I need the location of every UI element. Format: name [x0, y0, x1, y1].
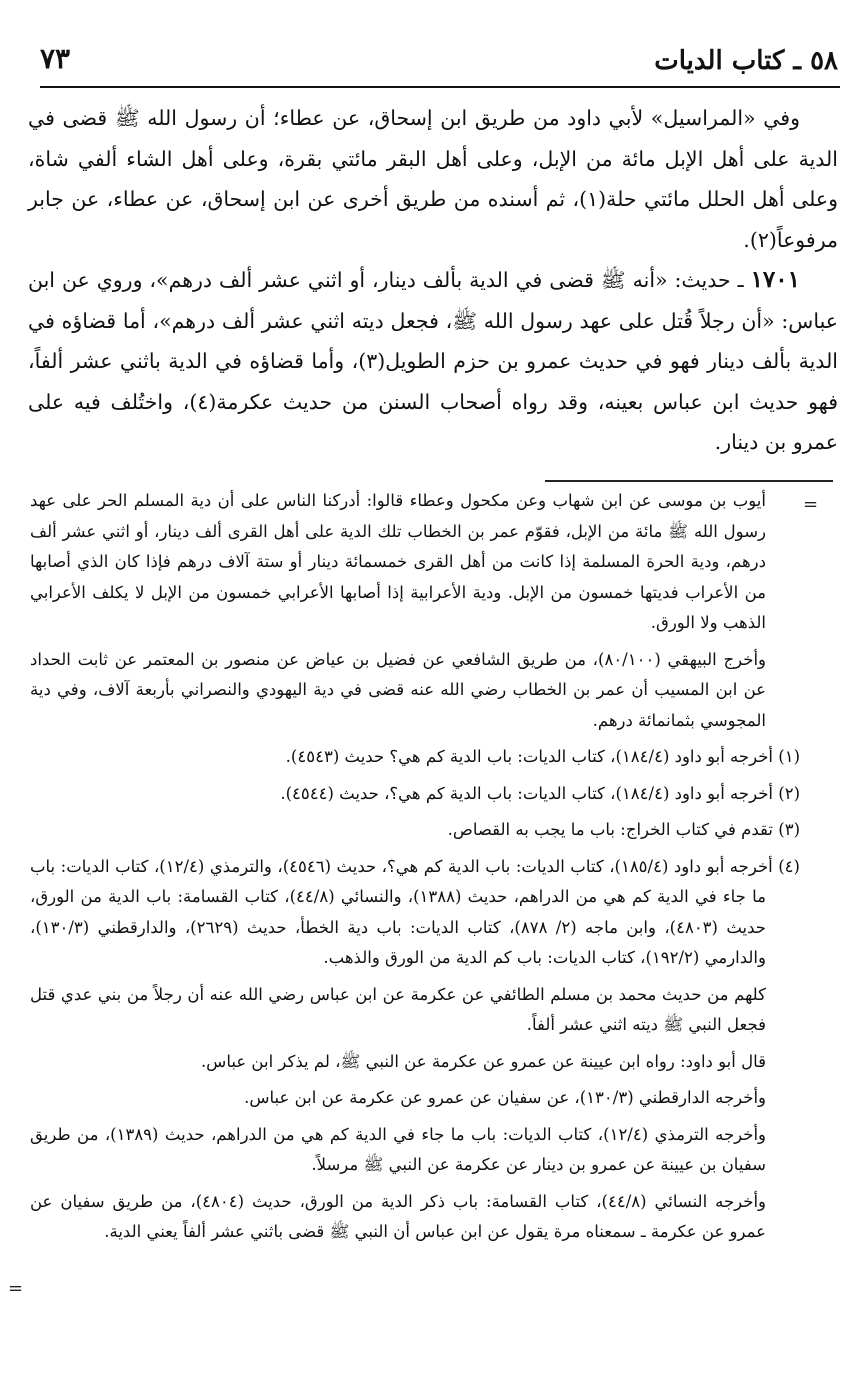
main-paragraph-2: [28, 260, 838, 463]
footnote-3: (٣) تقدم في كتاب الخراج: باب ما يجب به القصاص.: [447, 820, 800, 839]
footnote-continuation-1: أيوب بن موسى عن ابن شهاب وعن مكحول وعطاء قالوا: أدركنا الناس على أن دية المسلم الحر على عهد رسول الله ﷺ مائة من الإبل، فقوّم عمر بن الخطاب تلك الدية على أهل القرى ألف دينار، أو اثني عشر ألف درهم، ودية الحرة المسلمة إذا كانت من أهل القرى خمسمائة دينار أو ستة آلاف درهم فإذا كان الذي أصابها من الأعراب فديتها خمسون من الإبل. ودية الأعرابية إذا أصابها الأعرابي خمسون من الإبل لا يكلف الأعرابي الذهب ولا الورق.: [30, 491, 766, 632]
footnote-divider: [545, 480, 833, 482]
footnote-4-continued-c: قال أبو داود: رواه ابن عيينة عن عمرو عن عكرمة عن النبي ﷺ، لم يذكر ابن عباس.: [200, 1051, 766, 1071]
footnote-2: (٢) أخرجه أبو داود (١٨٤/٤)، كتاب الديات: باب الدية كم هي؟، حديث (٤٥٤٤).: [280, 783, 800, 803]
footnote-1: (١) أخرجه أبو داود (١٨٤/٤)، كتاب الديات: باب الدية كم هي؟ حديث (٤٥٤٣).: [285, 747, 800, 766]
footnote-4-continued-e: وأخرجه الترمذي (١٢/٤)، كتاب الديات: باب ما جاء في الدية كم هي من الدراهم، حديث (١٣٨٩)، من طريق سفيان بن عيينة عن عمرو بن دينار عن عكرمة عن النبي ﷺ مرسلاً.: [30, 1124, 767, 1174]
main-text: [28, 98, 838, 463]
page-number: ٧٣: [40, 42, 71, 75]
footnote-4-continued-f: وأخرجه النسائي (٤٤/٨)، كتاب القسامة: باب ذكر الدية من الورق، حديث (٤٨٠٤)، من طريق سفيان عن عمرو عن عكرمة ـ سمعناه مرة يقول عن ابن عباس أن النبي ﷺ قضى باثني عشر ألفاً يعني الدية.: [30, 1191, 767, 1241]
footnotes: [30, 486, 800, 1254]
bottom-margin-mark: =: [8, 1278, 24, 1299]
main-paragraph-1: وفي «المراسيل» لأبي داود من طريق ابن إسحاق، عن عطاء؛ أن رسول الله ﷺ قضى في الدية على أهل الإبل مائة من الإبل، وعلى أهل البقر مائتي بقرة، وعلى أهل الشاء ألفي شاة، وعلى أهل الحلل مائتي حلة(١)، ثم أسنده من طريق أخرى عن ابن إسحاق، عن عطاء، عن جابر مرفوعاً(٢).: [28, 106, 838, 252]
footnote-4-continued-d: وأخرجه الدارقطني (١٣٠/٣)، عن سفيان عن عمرو عن عكرمة عن ابن عباس.: [244, 1088, 766, 1107]
hadith-number: ١٧٠١: [750, 266, 800, 293]
footnote-4: (٤) أخرجه أبو داود (١٨٥/٤)، كتاب الديات: باب الدية كم هي؟، حديث (٤٥٤٦)، والترمذي (١٢/٤)، كتاب الديات: باب ما جاء في الدية كم هي من الدراهم، حديث (١٣٨٨)، والنسائي (٤٤/٨)، كتاب القسامة: باب الدية من الورق، حديث (٤٨٠٣)، وابن ماجه (٢/ ٨٧٨)، كتاب الديات: باب دية الخطأ، حديث (٢٦٢٩)، والدارقطني (١٣٠/٣)، والدارمي (١٩٢/٢)، كتاب الديات: باب كم الدية من الورق والذهب.: [30, 856, 800, 967]
hadith-text: ـ حديث: «أنه ﷺ قضى في الدية بألف دينار، أو اثني عشر ألف درهم»، وروي عن ابن عباس: «أن رجلاً قُتل على عهد رسول الله ﷺ، فجعل ديته اثني عشر ألف درهم»، أما قضاؤه في الدية بألف دينار فهو في حديث عمرو بن حزم الطويل(٣)، وأما قضاؤه في الدية باثني عشر ألفاً، فهو حديث ابن عباس بعينه، وقد رواه أصحاب السنن من حديث عكرمة(٤)، واختُلف فيه على عمرو بن دينار.: [28, 268, 839, 454]
running-head: ٥٨ ـ كتاب الديات: [654, 46, 838, 76]
footnote-continuation-2: وأخرج البيهقي (٨٠/١٠٠)، من طريق الشافعي عن فضيل بن عياض عن منصور بن المعتمر عن ثابت الحداد عن ابن المسيب أن عمر بن الخطاب رضي الله عنه قضى في دية اليهودي والنصراني بأربعة آلاف، وفي دية المجوسي بثمانمائة درهم.: [30, 649, 766, 730]
continuation-mark: =: [803, 494, 819, 515]
page-header: [40, 40, 840, 88]
footnote-4-continued-b: كلهم من حديث محمد بن مسلم الطائفي عن عكرمة عن ابن عباس رضي الله عنه أن رجلاً من بني عدي قتل فجعل النبي ﷺ ديته اثني عشر ألفاً.: [30, 984, 766, 1034]
